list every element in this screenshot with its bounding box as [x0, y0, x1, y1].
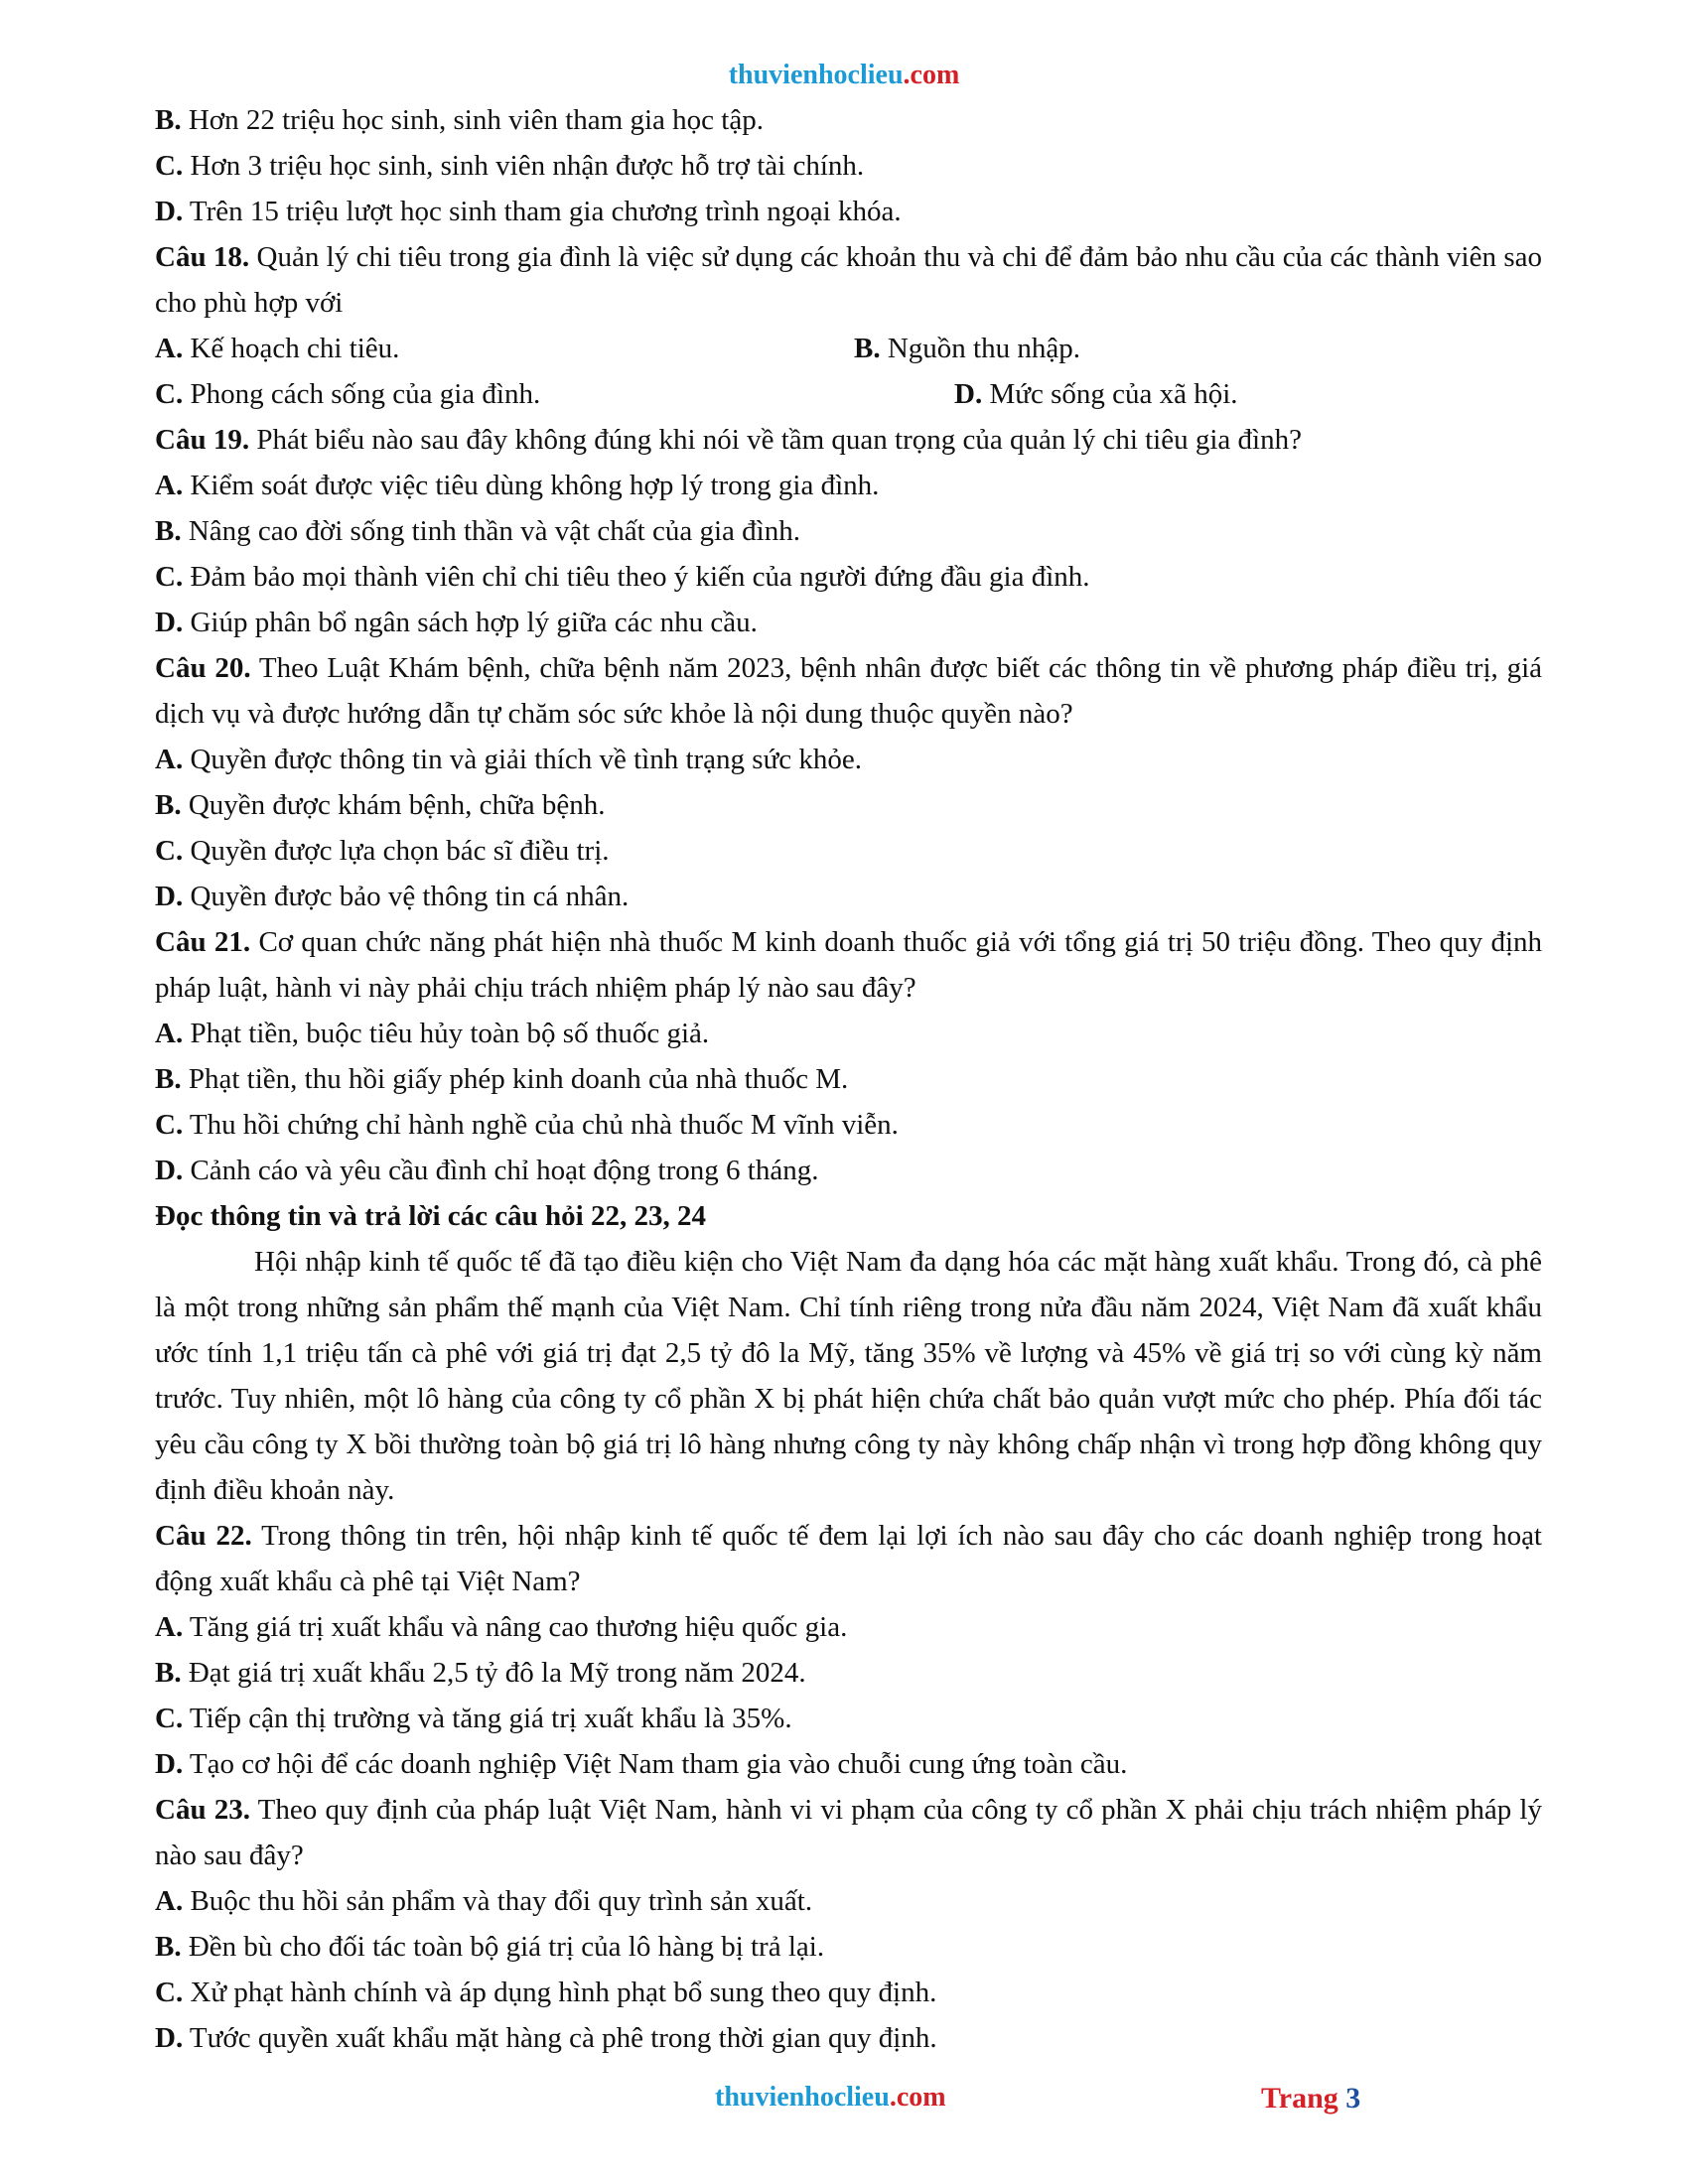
option-b: B. Đền bù cho đối tác toàn bộ giá trị của lô hàng bị trả lại.: [155, 1931, 825, 1963]
option-b: B. Quyền được khám bệnh, chữa bệnh.: [155, 789, 606, 821]
question-19: [155, 417, 1542, 463]
option-a: A. Tăng giá trị xuất khẩu và nâng cao thương hiệu quốc gia.: [155, 1611, 848, 1643]
question-text: Theo quy định của pháp luật Việt Nam, hành vi vi phạm của công ty cổ phần X phải chịu trách nhiệm pháp lý nào sau đây?: [155, 1794, 1542, 1871]
option-d: D. Giúp phân bổ ngân sách hợp lý giữa các nhu cầu.: [155, 607, 758, 638]
option-d: D. Quyền được bảo vệ thông tin cá nhân.: [155, 881, 630, 912]
page-number: [1261, 2082, 1360, 2116]
question-text: Phát biểu nào sau đây không đúng khi nói về tầm quan trọng của quản lý chi tiêu gia đình?: [249, 424, 1302, 456]
option-d: D. Tước quyền xuất khẩu mặt hàng cà phê trong thời gian quy định.: [155, 2022, 937, 2054]
option-c: C. Phong cách sống của gia đình.: [155, 378, 541, 410]
option-c: C. Tiếp cận thị trường và tăng giá trị xuất khẩu là 35%.: [155, 1703, 792, 1734]
option-c: C. Quyền được lựa chọn bác sĩ điều trị.: [155, 835, 610, 867]
option-c: C. Đảm bảo mọi thành viên chỉ chi tiêu theo ý kiến của người đứng đầu gia đình.: [155, 561, 1090, 593]
page-label: Trang: [1261, 2082, 1338, 2115]
brand-tld: .com: [889, 2082, 946, 2113]
question-text: Trong thông tin trên, hội nhập kinh tế quốc tế đem lại lợi ích nào sau đây cho các doanh nghiệp trong hoạt động xuất khẩu cà phê tại Việt Nam?: [155, 1520, 1542, 1597]
option-b: B. Nguồn thu nhập.: [854, 333, 1080, 364]
question-label: Câu 22.: [155, 1520, 252, 1552]
question-label: Câu 21.: [155, 926, 251, 958]
option-a: A. Phạt tiền, buộc tiêu hủy toàn bộ số thuốc giả.: [155, 1018, 710, 1049]
option-b: B. Đạt giá trị xuất khẩu 2,5 tỷ đô la Mỹ trong năm 2024.: [155, 1657, 806, 1689]
options-row: [155, 326, 1542, 371]
options-row: [155, 371, 1542, 417]
option-line: B. Hơn 22 triệu học sinh, sinh viên tham gia học tập.: [155, 104, 764, 136]
question-label: Câu 18.: [155, 241, 250, 273]
option-a: A. Quyền được thông tin và giải thích về tình trạng sức khỏe.: [155, 744, 863, 775]
brand-name: thuvienhoclieu: [728, 60, 904, 90]
question-20: [155, 645, 1542, 737]
question-21: [155, 919, 1542, 1011]
document-body: [155, 97, 1542, 2061]
question-text: Quản lý chi tiêu trong gia đình là việc sử dụng các khoản thu và chi để đảm bảo nhu cầu của các thành viên sao cho phù hợp với: [155, 241, 1542, 319]
option-line: C. Hơn 3 triệu học sinh, sinh viên nhận được hỗ trợ tài chính.: [155, 150, 865, 182]
option-b: B. Phạt tiền, thu hồi giấy phép kinh doanh của nhà thuốc M.: [155, 1063, 849, 1095]
question-label: Câu 20.: [155, 652, 251, 684]
option-d: D. Cảnh cáo và yêu cầu đình chỉ hoạt động trong 6 tháng.: [155, 1155, 819, 1186]
question-label: Câu 23.: [155, 1794, 251, 1826]
brand-name: thuvienhoclieu: [715, 2082, 890, 2113]
footer-brand: [715, 2082, 946, 2114]
option-a: A. Kiểm soát được việc tiêu dùng không hợp lý trong gia đình.: [155, 470, 880, 501]
page-number-value: 3: [1345, 2082, 1361, 2115]
section-heading: Đọc thông tin và trả lời các câu hỏi 22, 23, 24: [155, 1200, 706, 1232]
question-label: Câu 19.: [155, 424, 250, 456]
question-22: [155, 1513, 1542, 1604]
option-c: C. Xử phạt hành chính và áp dụng hình phạt bổ sung theo quy định.: [155, 1977, 937, 2008]
option-b: B. Nâng cao đời sống tinh thần và vật chất của gia đình.: [155, 515, 800, 547]
header-brand: [0, 60, 1688, 91]
reading-passage: Hội nhập kinh tế quốc tế đã tạo điều kiện cho Việt Nam đa dạng hóa các mặt hàng xuất khẩu. Trong đó, cà phê là một trong những sản phẩm thế mạnh của Việt Nam. Chỉ tính riêng trong nửa đầu năm 2024, Việt Nam đã xuất khẩu ước tính 1,1 triệu tấn cà phê với giá trị đạt 2,5 tỷ đô la Mỹ, tăng 35% về lượng và 45% về giá trị so với cùng kỳ năm trước. Tuy nhiên, một lô hàng của công ty cổ phần X bị phát hiện chứa chất bảo quản vượt mức cho phép. Phía đối tác yêu cầu công ty X bồi thường toàn bộ giá trị lô hàng nhưng công ty này không chấp nhận vì trong hợp đồng không quy định điều khoản này.: [155, 1246, 1542, 1506]
brand-tld: .com: [903, 60, 960, 90]
option-d: D. Mức sống của xã hội.: [954, 378, 1238, 410]
option-d: D. Tạo cơ hội để các doanh nghiệp Việt Nam tham gia vào chuỗi cung ứng toàn cầu.: [155, 1748, 1128, 1780]
question-text: Cơ quan chức năng phát hiện nhà thuốc M kinh doanh thuốc giả với tổng giá trị 50 triệu đồng. Theo quy định pháp luật, hành vi này phải chịu trách nhiệm pháp lý nào sau đây?: [155, 926, 1542, 1004]
option-line: D. Trên 15 triệu lượt học sinh tham gia chương trình ngoại khóa.: [155, 196, 902, 227]
question-text: Theo Luật Khám bệnh, chữa bệnh năm 2023, bệnh nhân được biết các thông tin về phương pháp điều trị, giá dịch vụ và được hướng dẫn tự chăm sóc sức khỏe là nội dung thuộc quyền nào?: [155, 652, 1542, 730]
question-23: [155, 1787, 1542, 1878]
question-18: [155, 234, 1542, 326]
option-a: A. Buộc thu hồi sản phẩm và thay đổi quy trình sản xuất.: [155, 1885, 813, 1917]
option-a: A. Kế hoạch chi tiêu.: [155, 333, 400, 364]
option-c: C. Thu hồi chứng chỉ hành nghề của chủ nhà thuốc M vĩnh viễn.: [155, 1109, 899, 1141]
